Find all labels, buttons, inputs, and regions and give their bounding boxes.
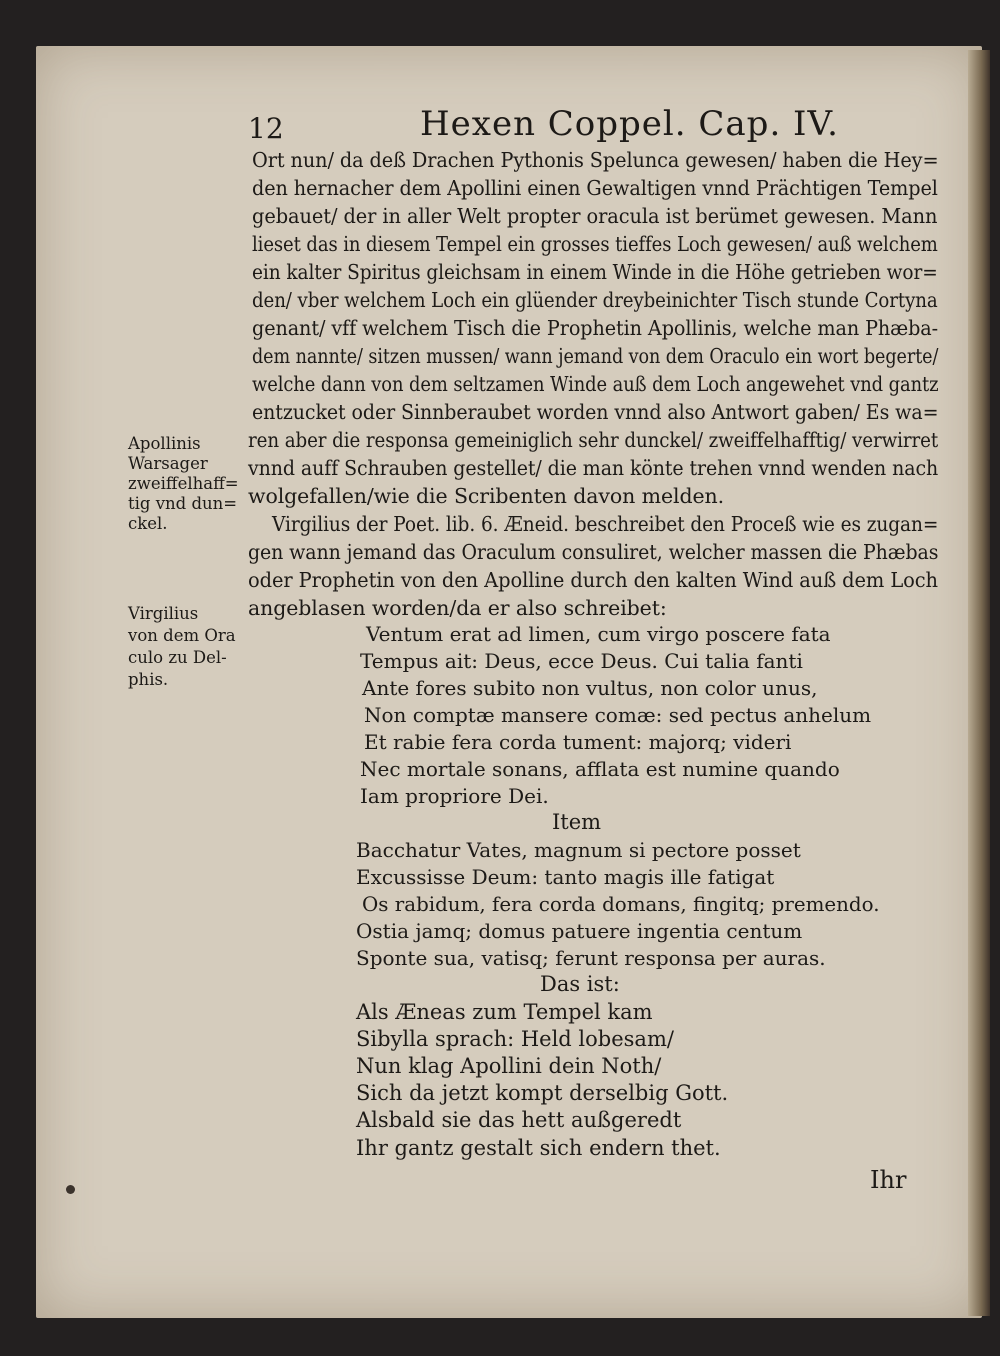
body-line: wolgefallen/wie die Scribenten davon melden. (248, 484, 725, 508)
latin-verse-line: Non comptæ mansere comæ: sed pectus anhelum (364, 703, 872, 727)
margin-note-line: tig vnd dun= (128, 494, 238, 513)
body-line: Virgilius der Poet. lib. 6. Æneid. beschreibet den Proceß wie es zugan= (272, 512, 939, 536)
margin-note-line: phis. (128, 670, 169, 689)
margin-note-line: Apollinis (128, 434, 201, 453)
margin-note-line: ckel. (128, 514, 168, 533)
margin-note-line: Warsager (128, 454, 208, 473)
catchword: Ihr (870, 1166, 907, 1194)
margin-note-line: culo zu Del- (128, 648, 227, 667)
body-line: entzucket oder Sinnberaubet worden vnnd also Antwort gaben/ Es wa= (252, 400, 939, 424)
margin-note-line: zweiffelhaff= (128, 474, 239, 493)
latin-verse-line: Excussisse Deum: tanto magis ille fatigat (356, 865, 775, 889)
latin-verse-line: Bacchatur Vates, magnum si pectore posset (356, 838, 801, 862)
latin-verse-line: Sponte sua, vatisq; ferunt responsa per auras. (356, 946, 826, 970)
latin-verse-line: Ostia jamq; domus patuere ingentia centum (356, 919, 803, 943)
latin-verse-line: Ante fores subito non vultus, non color unus, (362, 676, 818, 700)
latin-verse-line: Nec mortale sonans, afflata est numine quando (360, 757, 840, 781)
german-verse-line: Ihr gantz gestalt sich endern thet. (356, 1136, 721, 1160)
margin-note-line: Virgilius (128, 604, 199, 623)
german-verse-line: Als Æneas zum Tempel kam (356, 1000, 653, 1024)
ink-spot (66, 1185, 75, 1194)
german-verse-line: Nun klag Apollini dein Noth/ (356, 1054, 662, 1078)
german-verse-line: Alsbald sie das hett außgeredt (356, 1108, 682, 1132)
body-line: gebauet/ der in aller Welt propter oracula ist berümet gewesen. Mann (252, 204, 938, 228)
body-line: welche dann von dem seltzamen Winde auß dem Loch angewehet vnd gantz (252, 372, 939, 396)
body-line: lieset das in diesem Tempel ein grosses tieffes Loch gewesen/ auß welchem (252, 232, 938, 256)
page-number: 12 (248, 112, 284, 145)
body-line: oder Prophetin von den Apolline durch den kalten Wind auß dem Loch (248, 568, 938, 592)
body-line: gen wann jemand das Oraculum consuliret, welcher massen die Phæbas (248, 540, 939, 564)
german-verse-line: Sibylla sprach: Held lobesam/ (356, 1027, 674, 1051)
body-line: dem nannte/ sitzen mussen/ wann jemand von dem Oraculo ein wort begerte/ (252, 344, 939, 368)
item-heading: Item (552, 810, 602, 834)
latin-verse-line: Os rabidum, fera corda domans, fingitq; premendo. (362, 892, 880, 916)
body-line: den hernacher dem Apollini einen Gewaltigen vnnd Prächtigen Tempel (252, 176, 938, 200)
latin-verse-line: Tempus ait: Deus, ecce Deus. Cui talia fanti (360, 649, 803, 673)
body-line: angeblasen worden/da er also schreibet: (248, 596, 667, 620)
latin-verse-line: Et rabie fera corda tument: majorq; videri (364, 730, 792, 754)
body-line: ren aber die responsa gemeiniglich sehr dunckel/ zweiffelhafftig/ verwirret (248, 428, 939, 452)
body-line: vnnd auff Schrauben gestellet/ die man könte trehen vnnd wenden nach (248, 456, 939, 480)
german-verse-line: Sich da jetzt kompt derselbig Gott. (356, 1081, 729, 1105)
body-line: ein kalter Spiritus gleichsam in einem Winde in die Höhe getrieben wor= (252, 260, 938, 284)
latin-verse-line: Ventum erat ad limen, cum virgo poscere fata (366, 622, 831, 646)
page-edge-shadow (968, 50, 990, 1316)
running-title: Hexen Coppel. Cap. IV. (420, 104, 839, 144)
body-line: den/ vber welchem Loch ein glüender dreybeinichter Tisch stunde Cortyna (252, 288, 938, 312)
body-line: Ort nun/ da deß Drachen Pythonis Spelunca gewesen/ haben die Hey= (252, 148, 939, 172)
das-ist-heading: Das ist: (540, 972, 620, 996)
latin-verse-line: Iam propriore Dei. (360, 784, 549, 808)
body-line: genant/ vff welchem Tisch die Prophetin Apollinis, welche man Phæba- (252, 316, 939, 340)
margin-note-line: von dem Ora (128, 626, 236, 645)
